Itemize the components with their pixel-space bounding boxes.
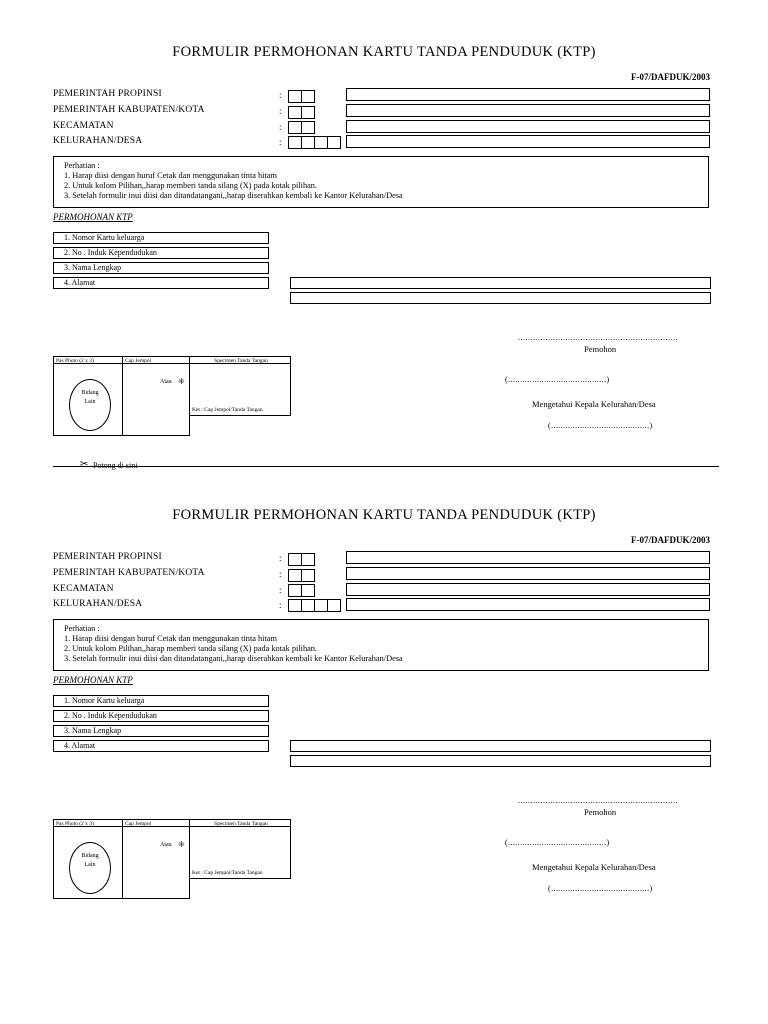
colon: : <box>279 122 282 132</box>
field-alamat[interactable]: 4. Alamat <box>53 277 269 289</box>
signature-date-line: ................................................................ <box>518 333 678 342</box>
field-nama[interactable]: 3. Nama Lengkap <box>53 262 269 274</box>
notice-item: 2. Untuk kolom Pilihan,,harap memberi tanda silang (X) pada kotak pilihan. <box>64 181 317 190</box>
mengetahui-label: Mengetahui Kepala Kelurahan/Desa <box>532 862 656 872</box>
pemohon-label: Pemohon <box>584 807 617 817</box>
section-title: PERMOHONAN KTP <box>53 675 133 685</box>
mengetahui-label: Mengetahui Kepala Kelurahan/Desa <box>532 399 656 409</box>
notice-item: 3. Setelah formulir inui diisi dan ditandatangani,,harap diserahkan kembali ke Kantor Kelurahan/Desa <box>64 191 403 200</box>
label-kelurahan: KELURAHAN/DESA <box>53 136 143 146</box>
specimen-cell[interactable] <box>189 363 291 416</box>
alamat-line-1[interactable] <box>290 740 711 752</box>
label-kelurahan: KELURAHAN/DESA <box>53 599 143 609</box>
pemohon-signature-line: (.........................................) <box>505 838 610 847</box>
propinsi-name-field[interactable] <box>346 88 710 101</box>
photo-cell[interactable] <box>53 826 123 899</box>
notice-heading: Perhatian : <box>64 624 100 633</box>
kepala-signature-line: (.........................................) <box>548 421 653 430</box>
notice-item: 2. Untuk kolom Pilihan,,harap memberi tanda silang (X) pada kotak pilihan. <box>64 644 317 653</box>
label-kecamatan: KECAMATAN <box>53 584 114 594</box>
notice-box <box>53 156 709 208</box>
propinsi-name-field[interactable] <box>346 551 710 564</box>
kelurahan-code-boxes[interactable] <box>289 599 341 612</box>
label-kabupaten: PEMERINTAH KABUPATEN/KOTA <box>53 568 205 578</box>
kepala-signature-line: (.........................................) <box>548 884 653 893</box>
cut-label: Potong di sini <box>93 461 138 470</box>
alamat-line-1[interactable] <box>290 277 711 289</box>
kecamatan-code-boxes[interactable] <box>289 121 315 134</box>
notice-item: 3. Setelah formulir inui diisi dan ditandatangani,,harap diserahkan kembali ke Kantor Kelurahan/Desa <box>64 654 403 663</box>
atau-label: Atau <box>160 842 172 848</box>
kabupaten-name-field[interactable] <box>346 104 710 117</box>
kecamatan-name-field[interactable] <box>346 120 710 133</box>
field-nik[interactable]: 2. No . Induk Kependudukan <box>53 710 269 722</box>
photo-table <box>53 356 291 436</box>
thumb-cell[interactable] <box>122 826 190 899</box>
form-code: F-07/DAFDUK/2003 <box>631 535 710 545</box>
kabupaten-code-boxes[interactable] <box>289 569 315 582</box>
label-kabupaten: PEMERINTAH KABUPATEN/KOTA <box>53 105 205 115</box>
notice-item: 1. Harap diisi dengan huruf Cetak dan menggunakan tinta hitam <box>64 634 277 643</box>
photo-col-header: Pas Photo (2 x 3) <box>53 819 123 827</box>
colon: : <box>279 600 282 610</box>
label-propinsi: PEMERINTAH PROPINSI <box>53 552 162 562</box>
photo-oval <box>69 842 111 894</box>
kelurahan-name-field[interactable] <box>346 598 710 611</box>
photo-cell[interactable] <box>53 363 123 436</box>
field-nama[interactable]: 3. Nama Lengkap <box>53 725 269 737</box>
field-nik[interactable]: 2. No . Induk Kependudukan <box>53 247 269 259</box>
kabupaten-code-boxes[interactable] <box>289 106 315 119</box>
oval-text-2: Lain <box>84 862 96 868</box>
form-copy-2 <box>0 463 768 933</box>
propinsi-code-boxes[interactable] <box>289 90 315 103</box>
atau-label: Atau <box>160 379 172 385</box>
photo-oval <box>69 379 111 431</box>
specimen-col-header: Specimen Tanda Tangan <box>189 356 291 364</box>
kecamatan-name-field[interactable] <box>346 583 710 596</box>
label-kecamatan: KECAMATAN <box>53 121 114 131</box>
form-title: FORMULIR PERMOHONAN KARTU TANDA PENDUDUK (KTP) <box>172 44 596 60</box>
field-alamat[interactable]: 4. Alamat <box>53 740 269 752</box>
form-title: FORMULIR PERMOHONAN KARTU TANDA PENDUDUK (KTP) <box>172 507 596 523</box>
thumb-col-header: Cap Jempol <box>122 356 190 364</box>
oval-text-2: Lain <box>84 399 96 405</box>
colon: : <box>279 569 282 579</box>
specimen-cell[interactable] <box>189 826 291 879</box>
colon: : <box>279 137 282 147</box>
ket-label: Ket : Cap Jempol/Tanda Tangan <box>192 407 263 413</box>
form-copy-1 <box>0 0 768 470</box>
notice-heading: Perhatian : <box>64 161 100 170</box>
alamat-line-2[interactable] <box>290 755 711 767</box>
colon: : <box>279 90 282 100</box>
kabupaten-name-field[interactable] <box>346 567 710 580</box>
notice-item: 1. Harap diisi dengan huruf Cetak dan menggunakan tinta hitam <box>64 171 277 180</box>
oval-text-1: Bidang <box>81 853 99 859</box>
kecamatan-code-boxes[interactable] <box>289 584 315 597</box>
specimen-col-header: Specimen Tanda Tangan <box>189 819 291 827</box>
kelurahan-name-field[interactable] <box>346 135 710 148</box>
ket-label: Ket : Cap Jempol/Tanda Tangan <box>192 870 263 876</box>
colon: : <box>279 106 282 116</box>
notice-box <box>53 619 709 671</box>
photo-table <box>53 819 291 899</box>
thumb-cell[interactable] <box>122 363 190 436</box>
signature-date-line: ................................................................ <box>518 796 678 805</box>
kelurahan-code-boxes[interactable] <box>289 136 341 149</box>
colon: : <box>279 553 282 563</box>
field-nomor-kk[interactable]: 1. Nomor Kartu keluarga <box>53 232 269 244</box>
propinsi-code-boxes[interactable] <box>289 553 315 566</box>
section-title: PERMOHONAN KTP <box>53 212 133 222</box>
pemohon-label: Pemohon <box>584 344 617 354</box>
photo-col-header: Pas Photo (2 x 3) <box>53 356 123 364</box>
thumb-col-header: Cap Jempol <box>122 819 190 827</box>
thumbprint-icon: ⁜ <box>178 377 185 386</box>
pemohon-signature-line: (.........................................) <box>505 375 610 384</box>
field-nomor-kk[interactable]: 1. Nomor Kartu keluarga <box>53 695 269 707</box>
alamat-line-2[interactable] <box>290 292 711 304</box>
form-code: F-07/DAFDUK/2003 <box>631 72 710 82</box>
oval-text-1: Bidang <box>81 390 99 396</box>
scissor-icon: ✂ <box>80 459 89 470</box>
colon: : <box>279 585 282 595</box>
label-propinsi: PEMERINTAH PROPINSI <box>53 89 162 99</box>
thumbprint-icon: ⁜ <box>178 840 185 849</box>
